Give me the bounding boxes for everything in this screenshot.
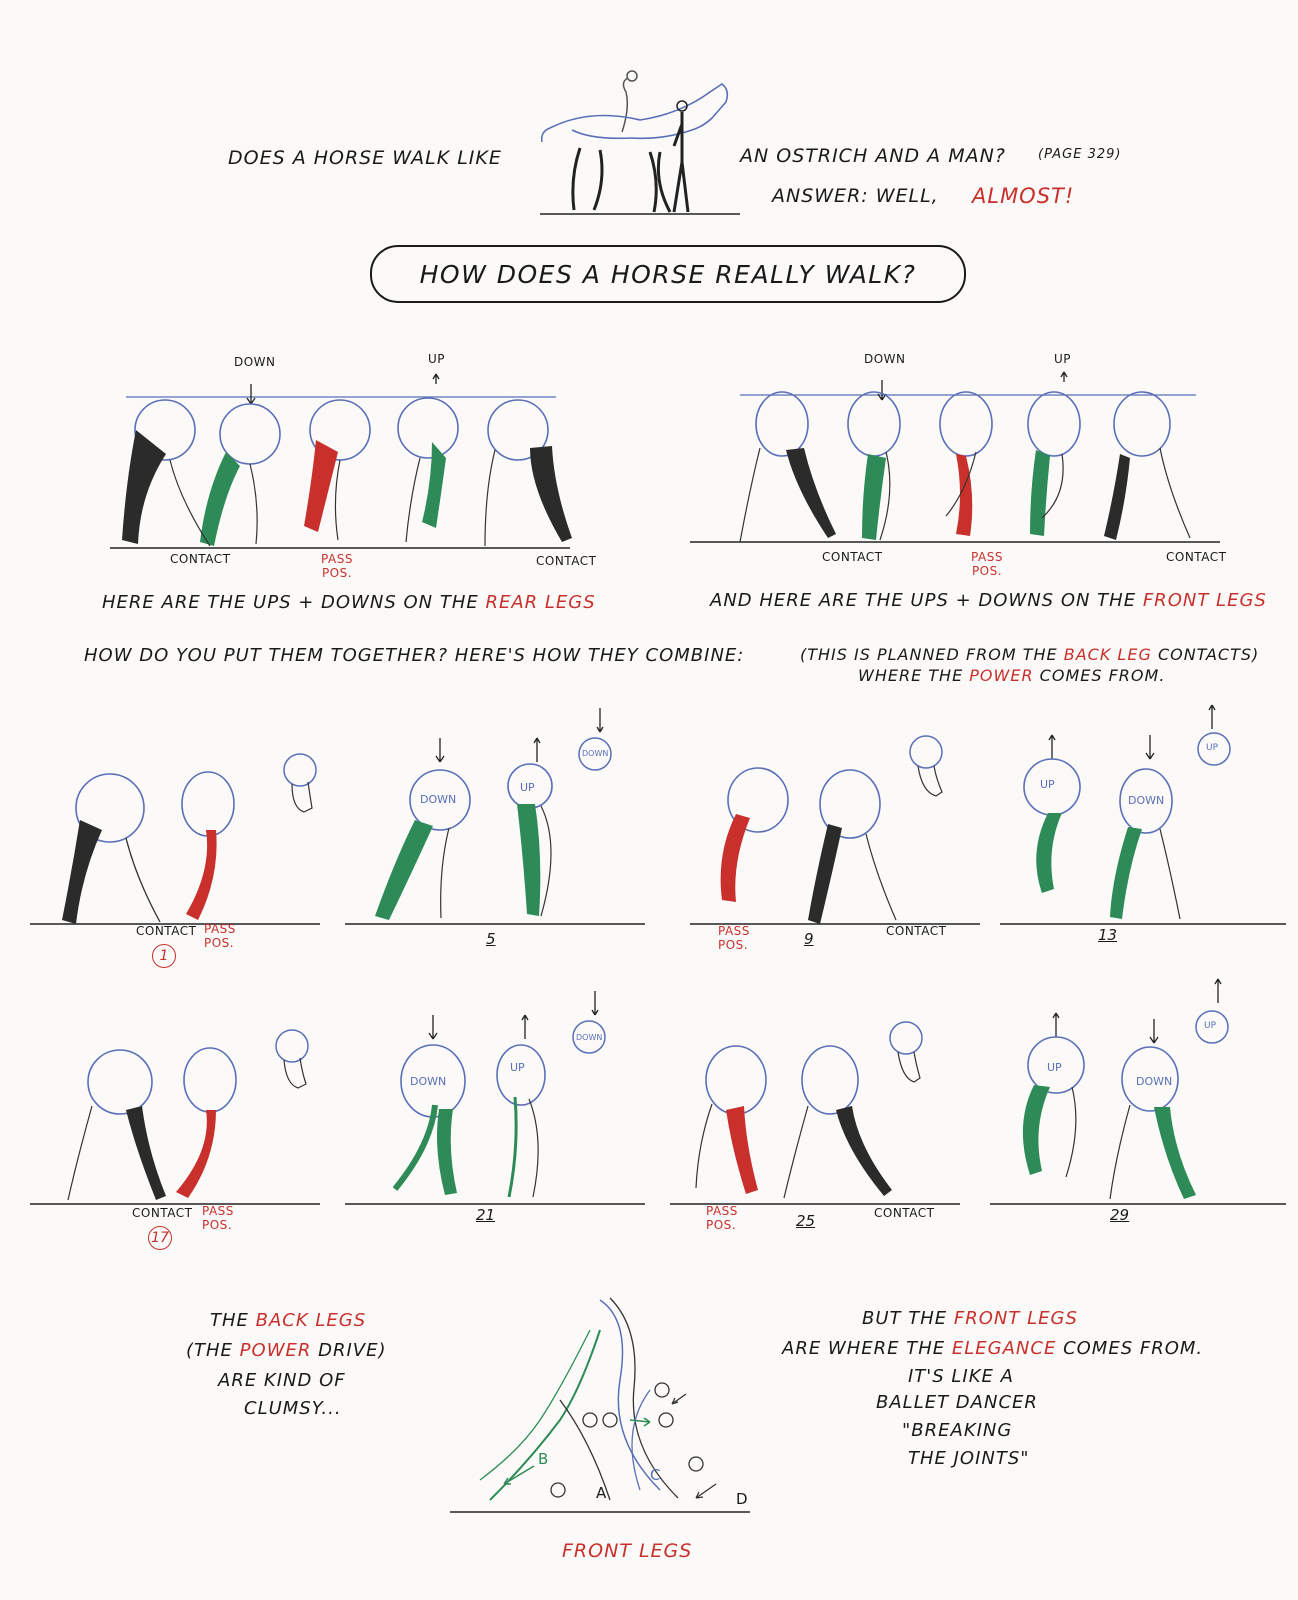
rear-contact-right: CONTACT: [536, 554, 597, 568]
question-right: AN OSTRICH AND A MAN?: [740, 145, 1006, 167]
frame-1-drawing: [30, 730, 330, 930]
front-down-label: DOWN: [864, 352, 906, 366]
point-c-label: C: [650, 1466, 662, 1484]
frame-9-contact: CONTACT: [886, 924, 947, 938]
frame-1-pass: PASS POS.: [204, 922, 236, 950]
combine-note-1-emph: BACK LEG: [1063, 645, 1152, 664]
bottom-right-1: BUT THE: [862, 1308, 948, 1329]
bottom-left-line2: [186, 1340, 387, 1361]
page-reference: (PAGE 329): [1038, 147, 1122, 162]
frame-29-number: 29: [1110, 1206, 1130, 1224]
bottom-right-line2: [782, 1338, 1203, 1359]
rear-caption: [102, 592, 596, 613]
rear-caption-prefix: HERE ARE THE UPS + DOWNS ON THE: [102, 592, 479, 613]
question-left: DOES A HORSE WALK LIKE: [228, 147, 502, 169]
frame-21-down: DOWN: [410, 1075, 447, 1088]
frame-13-head: UP: [1206, 743, 1219, 753]
bottom-right-line3: IT'S LIKE A: [908, 1366, 1014, 1387]
frame-1-contact: CONTACT: [136, 924, 197, 938]
rear-caption-emphasis: REAR LEGS: [485, 592, 596, 613]
frame-29-up: UP: [1047, 1061, 1062, 1074]
bottom-left-line1: [210, 1310, 366, 1331]
front-caption-emphasis: FRONT LEGS: [1142, 590, 1267, 611]
answer-prefix: ANSWER: WELL,: [772, 185, 939, 207]
frame-5-down: DOWN: [420, 793, 457, 806]
frame-17-pass: PASS POS.: [202, 1204, 234, 1232]
frame-5-number: 5: [486, 930, 496, 948]
front-pass-label: PASS POS.: [971, 550, 1003, 578]
frame-29-drawing: [990, 975, 1290, 1210]
frame-5-head: DOWN: [582, 749, 609, 758]
front-legs-diagram: [690, 368, 1220, 548]
bottom-right-1-emph: FRONT LEGS: [953, 1308, 1078, 1329]
frame-5-up: UP: [520, 781, 535, 794]
front-caption: [710, 590, 1267, 611]
front-up-label: UP: [1054, 352, 1072, 366]
bottom-left-line4: CLUMSY...: [244, 1398, 342, 1419]
frame-1-number: 1: [152, 944, 176, 968]
frame-9-drawing: [690, 730, 990, 930]
bottom-left-1-emph: BACK LEGS: [255, 1310, 367, 1331]
horse-ostrich-man-sketch: [540, 68, 740, 218]
bottom-left-1: THE: [210, 1310, 249, 1331]
page-title-text: HOW DOES A HORSE REALLY WALK?: [419, 259, 917, 289]
combine-note-2-end: COMES FROM.: [1039, 666, 1166, 685]
rear-contact-left: CONTACT: [170, 552, 231, 566]
frame-25-drawing: [670, 1010, 970, 1210]
bottom-right-2-emph: ELEGANCE: [951, 1338, 1057, 1359]
frame-25-number: 25: [796, 1212, 816, 1230]
rear-pass-label: PASS POS.: [321, 552, 353, 580]
combine-note-1-end: CONTACTS: [1157, 645, 1253, 664]
combine-note-line2: [858, 666, 1165, 685]
frame-25-pass: PASS POS.: [706, 1204, 738, 1232]
frame-29-down: DOWN: [1136, 1075, 1173, 1088]
combine-note-1: THIS IS PLANNED FROM THE: [807, 645, 1058, 664]
bottom-right-line4: BALLET DANCER: [876, 1392, 1038, 1413]
frame-29-head: UP: [1204, 1021, 1217, 1031]
front-legs-joint-sketch: [450, 1290, 770, 1520]
frame-13-up: UP: [1040, 778, 1055, 791]
page-title: [370, 245, 966, 303]
bottom-left-2: (THE: [186, 1340, 233, 1361]
front-legs-label: FRONT LEGS: [562, 1540, 693, 1562]
combine-question: HOW DO YOU PUT THEM TOGETHER? HERE'S HOW THEY COMBINE:: [84, 645, 745, 666]
point-a-label: A: [596, 1484, 608, 1502]
frame-5-drawing: [345, 700, 655, 930]
bottom-left-2-emph: POWER: [239, 1340, 312, 1361]
frame-21-drawing: [345, 985, 655, 1210]
rear-down-label: DOWN: [234, 355, 276, 369]
answer-emphasis: ALMOST!: [972, 184, 1075, 208]
bottom-right-line5: "BREAKING: [902, 1420, 1013, 1441]
frame-17-number: 17: [148, 1226, 172, 1250]
rear-legs-diagram: [110, 370, 570, 550]
rear-up-label: UP: [428, 352, 446, 366]
bottom-right-line6: THE JOINTS": [908, 1448, 1030, 1469]
combine-note-line1: (THIS IS PLANNED FROM THE BACK LEG CONTACTS): [800, 645, 1260, 664]
frame-13-drawing: [1000, 695, 1290, 930]
frame-13-down: DOWN: [1128, 794, 1165, 807]
bottom-right-2: ARE WHERE THE: [782, 1338, 946, 1359]
frame-9-number: 9: [804, 930, 814, 948]
bottom-right-2-end: COMES FROM.: [1063, 1338, 1204, 1359]
combine-note-2-emph: POWER: [969, 666, 1034, 685]
bottom-left-line3: ARE KIND OF: [218, 1370, 346, 1391]
front-contact-left: CONTACT: [822, 550, 883, 564]
point-d-label: D: [736, 1490, 749, 1508]
frame-25-contact: CONTACT: [874, 1206, 935, 1220]
combine-note-2: WHERE THE: [858, 666, 964, 685]
point-b-label: B: [538, 1450, 550, 1468]
bottom-left-2-end: DRIVE): [318, 1340, 387, 1361]
frame-17-contact: CONTACT: [132, 1206, 193, 1220]
front-caption-prefix: AND HERE ARE THE UPS + DOWNS ON THE: [710, 590, 1137, 611]
frame-21-up: UP: [510, 1061, 525, 1074]
frame-21-head: DOWN: [576, 1033, 603, 1042]
frame-13-number: 13: [1098, 926, 1118, 944]
frame-9-pass: PASS POS.: [718, 924, 750, 952]
front-contact-right: CONTACT: [1166, 550, 1227, 564]
frame-17-drawing: [30, 1010, 330, 1210]
frame-21-number: 21: [476, 1206, 496, 1224]
bottom-right-line1: [862, 1308, 1078, 1329]
